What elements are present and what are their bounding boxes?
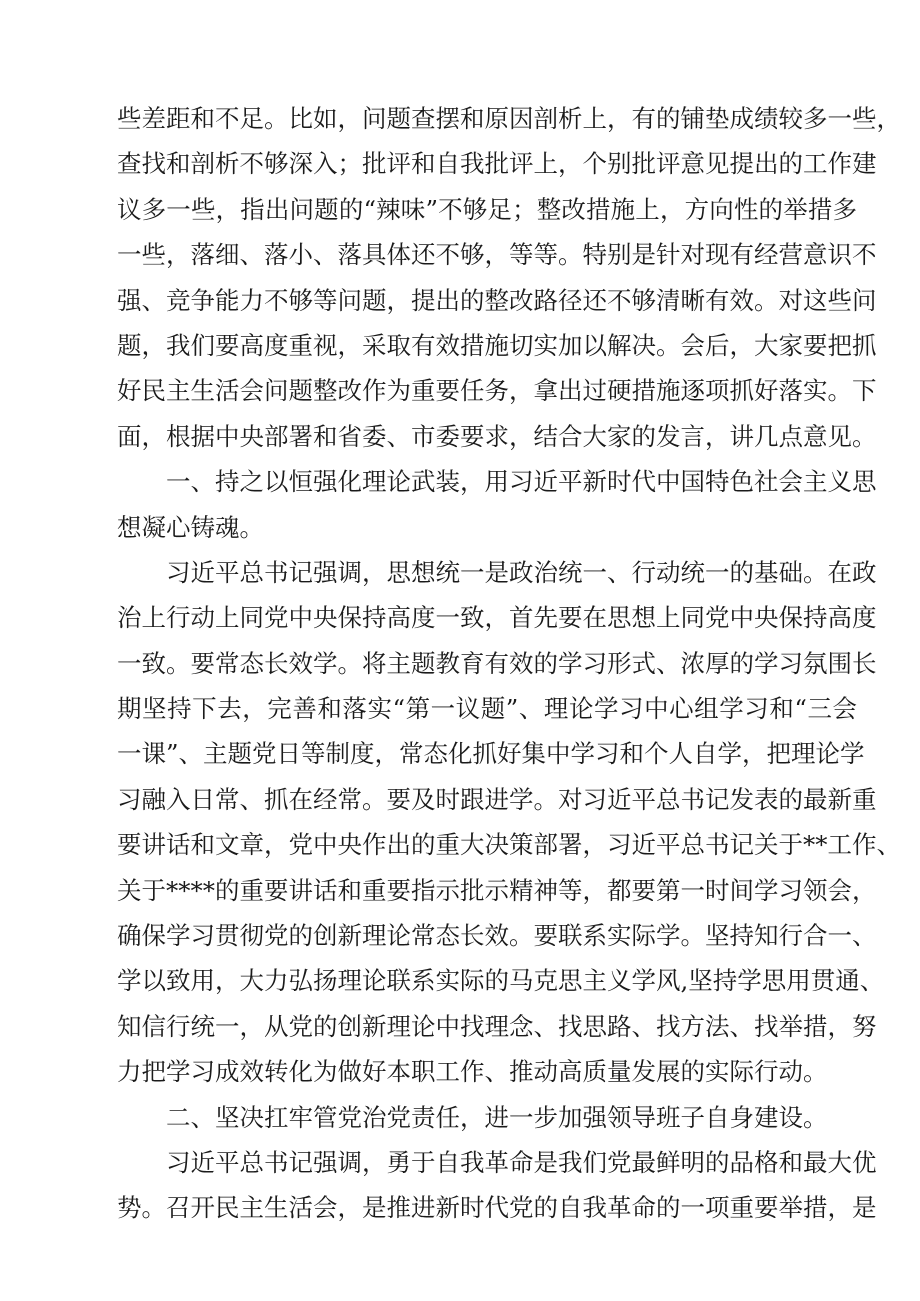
text-line: 习近平总书记强调，勇于自我革命是我们党最鲜明的品格和最大优	[166, 1147, 877, 1177]
text-line: 想凝心铸魂。	[117, 512, 264, 542]
text-line: 一课”、主题党日等制度，常态化抓好集中学习和个人自学，把理论学	[117, 739, 865, 769]
text-line: 议多一些，指出问题的“辣味”不够足；整改措施上，方向性的举措多	[117, 194, 857, 224]
text-line: 确保学习贯彻党的创新理论常态长效。要联系实际学。坚持知行合一、	[117, 921, 877, 951]
text-line: 面，根据中央部署和省委、市委要求，结合大家的发言，讲几点意见。	[117, 421, 877, 451]
text-line: 一致。要常态长效学。将主题教育有效的学习形式、浓厚的学习氛围长	[117, 648, 877, 678]
text-line: 一些，落细、落小、落具体还不够，等等。特别是针对现有经营意识不	[117, 240, 877, 270]
text-line: 习近平总书记强调，思想统一是政治统一、行动统一的基础。在政	[166, 557, 877, 587]
document-body	[117, 96, 901, 1231]
text-line: 要讲话和文章，党中央作出的重大决策部署，习近平总书记关于**工作、	[117, 830, 901, 860]
text-line: 些差距和不足。比如，问题查摆和原因剖析上，有的铺垫成绩较多一些，	[117, 104, 901, 133]
text-line: 一、持之以恒强化理论武装，用习近平新时代中国特色社会主义思	[166, 467, 877, 497]
text-line: 期坚持下去，完善和落实“第一议题”、理论学习中心组学习和“三会	[117, 694, 857, 724]
text-line: 习融入日常、抓在经常。要及时跟进学。对习近平总书记发表的最新重	[117, 784, 877, 814]
text-line: 治上行动上同党中央保持高度一致，首先要在思想上同党中央保持高度	[117, 603, 877, 633]
text-line: 查找和剖析不够深入；批评和自我批评上，个别批评意见提出的工作建	[117, 149, 877, 179]
text-line: 二、坚决扛牢管党治党责任，进一步加强领导班子自身建设。	[166, 1102, 828, 1132]
text-line: 势。召开民主生活会，是推进新时代党的自我革命的一项重要举措，是	[117, 1193, 877, 1223]
text-line: 力把学习成效转化为做好本职工作、推动高质量发展的实际行动。	[117, 1057, 828, 1087]
text-line: 知信行统一，从党的创新理论中找理念、找思路、找方法、找举措，努	[117, 1011, 877, 1041]
text-line: 关于****的重要讲话和重要指示批示精神等，都要第一时间学习领会，	[117, 875, 877, 905]
text-line: 题，我们要高度重视，采取有效措施切实加以解决。会后，大家要把抓	[117, 330, 877, 360]
text-line: 强、竞争能力不够等问题，提出的整改路径还不够清晰有效。对这些问	[117, 285, 877, 315]
text-line: 好民主生活会问题整改作为重要任务，拿出过硬措施逐项抓好落实。下	[117, 376, 877, 406]
text-line: 学以致用，大力弘扬理论联系实际的马克思主义学风,坚持学思用贯通、	[117, 966, 885, 996]
